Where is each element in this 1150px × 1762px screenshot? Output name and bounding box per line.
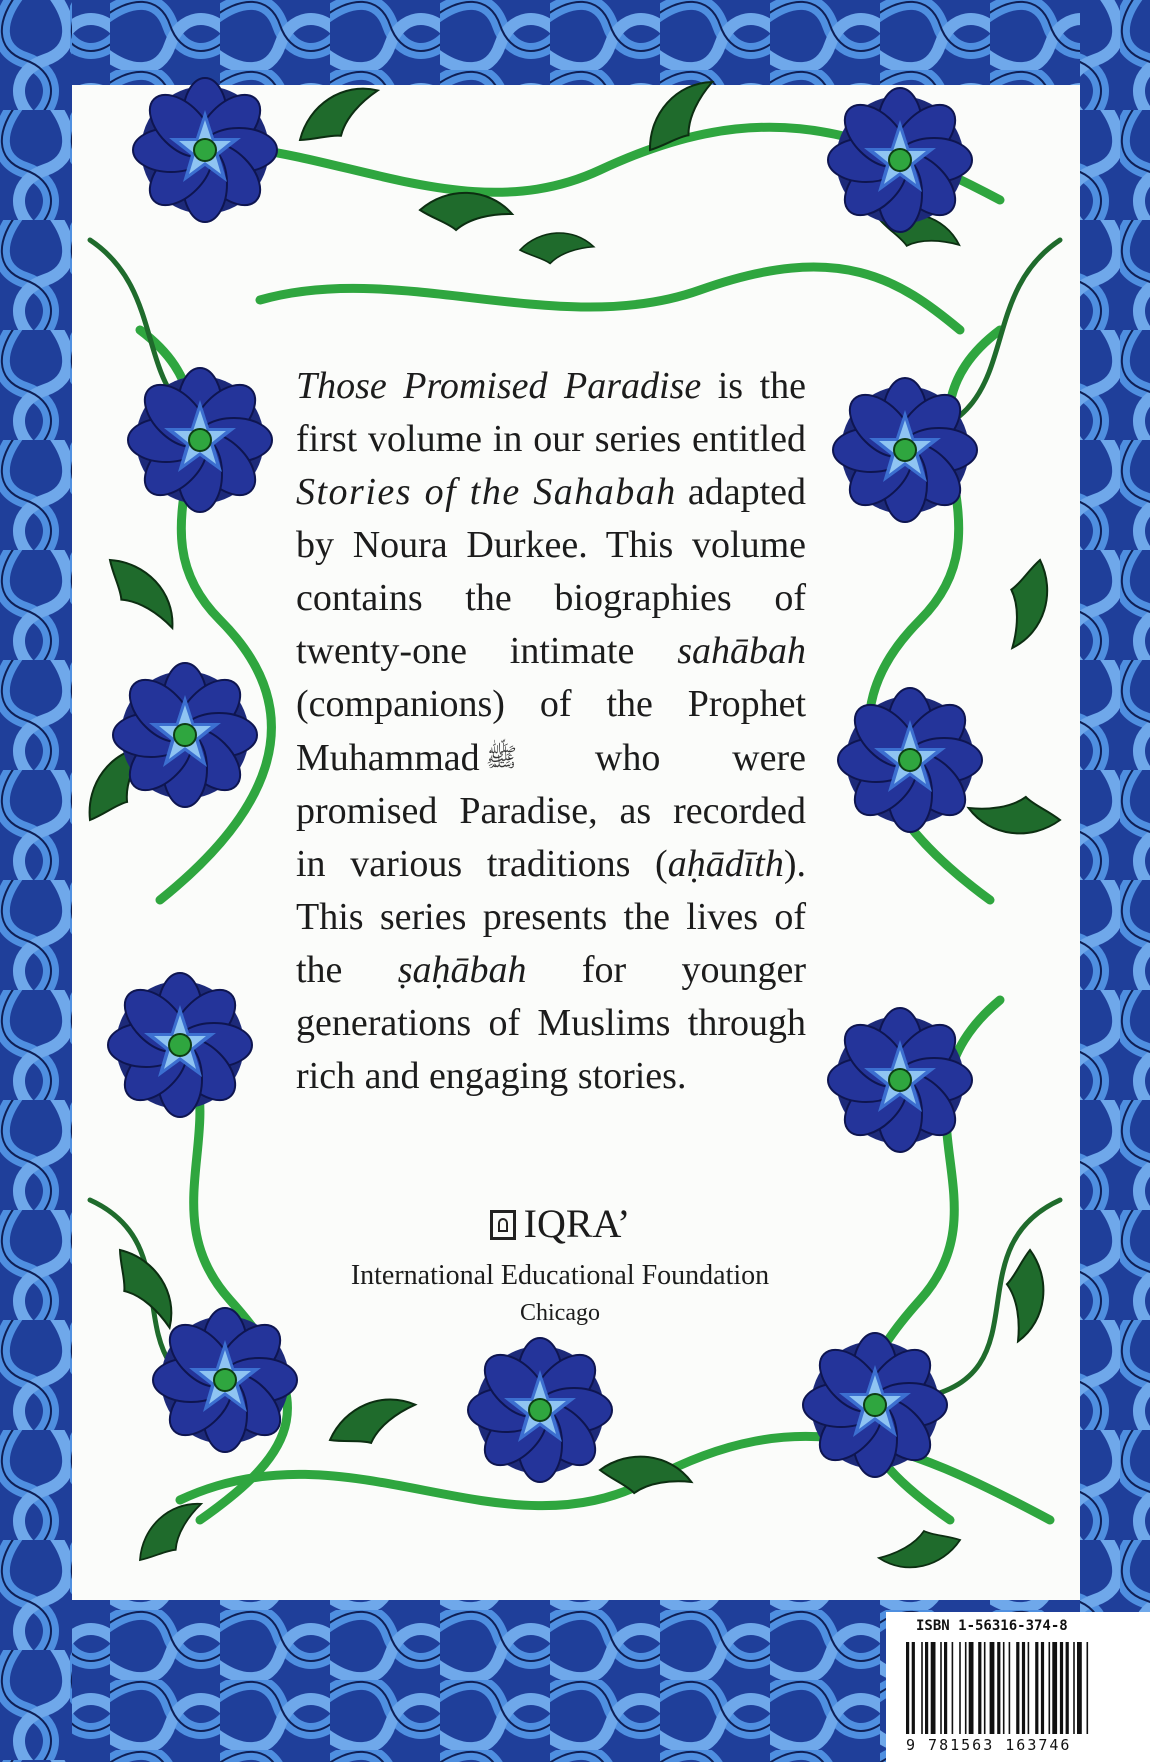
blurb-text-6: for younger generations of Muslims through rich and engaging stories. (296, 949, 806, 1097)
publisher-city: Chicago (520, 1300, 600, 1326)
isbn-barcode (886, 1612, 1150, 1762)
isbn-number: ISBN 1-56316-374-8 (916, 1618, 1068, 1634)
publisher-organization: International Educational Foundation (350, 1260, 770, 1291)
blurb-text-3: (companions) of the Prophet Muhammad (296, 683, 806, 779)
blurb-text-2: adapted by Noura Durkee. This volume contains the biographies of twenty-one intimate (296, 471, 806, 672)
salutation-calligraphy-icon: ﷺ (485, 743, 518, 772)
ean-digits: 9 781563 163746 (906, 1736, 1072, 1754)
book-title: Those Promised Paradise (296, 365, 702, 407)
iqra-logo-icon (490, 1210, 516, 1240)
publisher-block (280, 1200, 840, 1330)
publisher-name: IQRA’ (523, 1201, 631, 1246)
book-description (296, 360, 806, 1103)
series-title: Stories of the Sahabah (296, 471, 677, 513)
blurb-text-1: is the first volume in our series entitled (296, 365, 806, 460)
term-ahadith: aḥādīth (667, 843, 784, 885)
barcode-bars (906, 1642, 1138, 1734)
blurb-text-4: who were promised Paradise, as recorded in various traditions ( (296, 737, 806, 885)
blurb-text-5: ). This series presents the lives of the (296, 843, 806, 991)
term-sahabah: sahābah (677, 630, 806, 672)
term-sahabah-2: ṣaḥābah (397, 949, 527, 991)
publisher-name-row (280, 1200, 840, 1248)
